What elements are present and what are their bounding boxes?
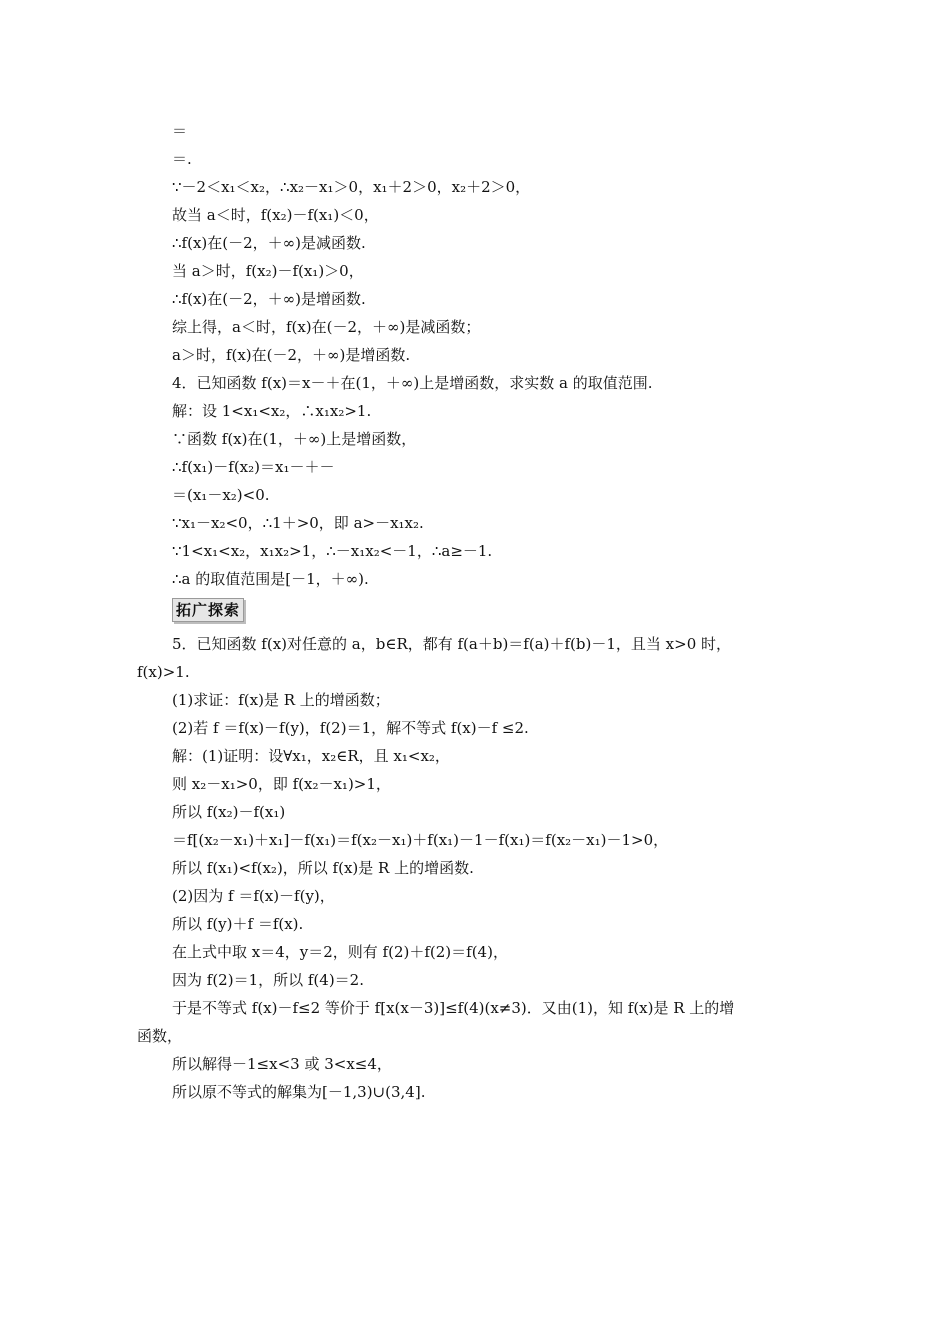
text-line: ∵函数 f(x)在(1，＋∞)上是增函数， [172, 430, 417, 448]
text-line: 则 x₂－x₁>0，即 f(x₂－x₁)>1， [172, 775, 391, 793]
text-line: (2)若 f ＝f(x)－f(y)，f(2)＝1，解不等式 f(x)－f ≤2. [172, 719, 529, 737]
text-line: 在上式中取 x＝4，y＝2，则有 f(2)＋f(2)＝f(4)， [172, 943, 508, 961]
problem-4-statement: 4．已知函数 f(x)＝x－＋在(1，＋∞)上是增函数，求实数 a 的取值范围. [172, 374, 653, 392]
text-line: ＝f[(x₂－x₁)＋x₁]－f(x₁)＝f(x₂－x₁)＋f(x₁)－1－f(x₁)＝f(x₂－x₁)－1>0， [172, 831, 669, 849]
text-line: 所以 f(y)＋f ＝f(x). [172, 915, 304, 933]
text-line: 解：设 1<x₁<x₂，∴x₁x₂>1. [172, 402, 372, 420]
text-line: 因为 f(2)＝1，所以 f(4)＝2. [172, 971, 364, 989]
text-line: 当 a＞时，f(x₂)－f(x₁)＞0， [172, 262, 364, 280]
equation-line: ＝. [172, 150, 192, 168]
text-line: a＞时，f(x)在(－2，＋∞)是增函数. [172, 346, 411, 364]
text-line: 函数， [137, 1027, 183, 1045]
text-line: 故当 a＜时，f(x₂)－f(x₁)＜0， [172, 206, 379, 224]
text-line: ∴a 的取值范围是[－1，＋∞). [172, 570, 369, 588]
text-line: ＝(x₁－x₂)<0. [172, 486, 270, 504]
equation-line: ＝ [172, 122, 188, 140]
text-line: 所以 f(x₁)<f(x₂)，所以 f(x)是 R 上的增函数. [172, 859, 474, 877]
text-line: ∴f(x₁)－f(x₂)＝x₁－＋－ [172, 458, 335, 476]
text-line: 解：(1)证明：设∀x₁，x₂∈R，且 x₁<x₂， [172, 747, 450, 765]
section-banner: 拓广探索 [172, 598, 244, 622]
text-line: (2)因为 f ＝f(x)－f(y)， [172, 887, 335, 905]
text-line: 所以解得－1≤x<3 或 3<x≤4， [172, 1055, 392, 1073]
text-line: ∵x₁－x₂<0，∴1＋>0，即 a>－x₁x₂. [172, 514, 424, 532]
text-line: ∵－2＜x₁＜x₂，∴x₂－x₁＞0，x₁＋2＞0，x₂＋2＞0， [172, 178, 531, 196]
text-line: ∵1<x₁<x₂，x₁x₂>1，∴－x₁x₂<－1，∴a≥－1. [172, 542, 493, 560]
problem-5-statement: 5．已知函数 f(x)对任意的 a，b∈R，都有 f(a＋b)＝f(a)＋f(b)－1，且当 x>0 时， [172, 635, 732, 653]
problem-5-statement-cont: f(x)>1. [137, 663, 190, 681]
solution-conclusion: 所以原不等式的解集为[－1,3)∪(3,4]. [172, 1083, 426, 1101]
text-line: (1)求证：f(x)是 R 上的增函数； [172, 691, 390, 709]
text-line: 所以 f(x₂)－f(x₁) [172, 803, 286, 821]
text-line: ∴f(x)在(－2，＋∞)是减函数. [172, 234, 366, 252]
text-line: 综上得，a＜时，f(x)在(－2，＋∞)是减函数； [172, 318, 481, 336]
text-line: 于是不等式 f(x)－f≤2 等价于 f[x(x－3)]≤f(4)(x≠3)．又由(1)，知 f(x)是 R 上的增 [172, 999, 735, 1017]
text-line: ∴f(x)在(－2，＋∞)是增函数. [172, 290, 366, 308]
